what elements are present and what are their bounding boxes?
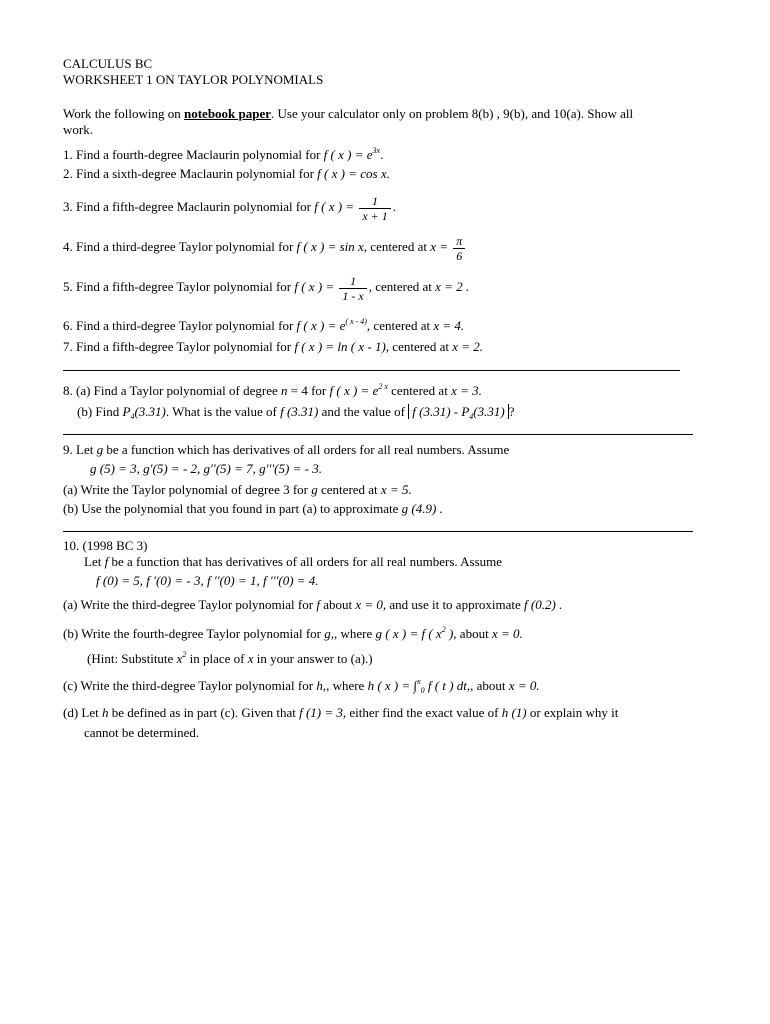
- p10d-text2: be defined as in part (c). Given that: [108, 705, 300, 720]
- problem-10c: [63, 674, 540, 699]
- p10a-text: (a) Write the third-degree Taylor polynomial for: [63, 597, 317, 612]
- p9b-math: g (4.9) .: [401, 501, 443, 516]
- p10b-gdef: g ( x ) = f ( x: [375, 626, 442, 641]
- p7-text: 7. Find a fifth-degree Taylor polynomial for: [63, 339, 295, 354]
- intro-post: . Use your calculator only on problem 8(b) , 9(b), and 10(a). Show all: [271, 106, 634, 121]
- p8a-text2: = 4 for: [287, 383, 330, 398]
- divider-2: [63, 434, 693, 435]
- problem-10d-cont: cannot be determined.: [84, 725, 200, 740]
- p5-math: f ( x ) =: [294, 279, 338, 294]
- problem-9: [63, 442, 509, 458]
- p5-centered: centered at: [375, 279, 436, 294]
- problem-2: [63, 166, 390, 182]
- p8a-center: x = 3.: [451, 383, 482, 398]
- p6-exp: ( x - 4): [345, 317, 367, 326]
- p6-center: x = 4.: [433, 318, 465, 333]
- intro-emph: notebook paper: [184, 106, 272, 121]
- p10b-text: (b) Write the fourth-degree Taylor polynomial for: [63, 626, 325, 641]
- p10-f: f: [104, 554, 109, 569]
- problem-10-intro: [84, 554, 502, 570]
- p8a-math: f ( x ) = e: [329, 383, 379, 398]
- p10c-h: h,: [316, 678, 327, 693]
- p7-math: f ( x ) = ln ( x - 1): [294, 339, 386, 354]
- p3-text: 3. Find a fifth-degree Maclaurin polynomial for: [63, 199, 315, 214]
- p8b-f331: f (3.31): [280, 404, 319, 419]
- p10d-h1: h (1): [501, 705, 527, 720]
- p4-num: π: [453, 234, 465, 249]
- p8b-text2: . What is the value of: [165, 404, 281, 419]
- p8b-text: (b) Find: [77, 404, 123, 419]
- p8b-abs-left: f (3.31) - P: [412, 404, 470, 419]
- problem-8b: [77, 404, 515, 425]
- p8b-abs-right: (3.31): [473, 404, 505, 419]
- problem-10-hint: [87, 647, 373, 667]
- p10c-x0: x = 0.: [508, 678, 540, 693]
- p4-math: f ( x ) = sin x,: [296, 239, 371, 254]
- p10d-text: (d) Let: [63, 705, 102, 720]
- p8b-Psub: 4: [130, 412, 135, 421]
- problem-8a: [63, 379, 482, 399]
- p5-den: 1 - x: [342, 288, 364, 303]
- p10b-x0: x = 0.: [491, 626, 523, 641]
- p5-center: x = 2 .: [435, 279, 470, 294]
- p1-exp: 3x: [372, 146, 381, 155]
- divider-1: [63, 370, 680, 371]
- p8b-q: ?: [508, 404, 515, 419]
- p4-center: x =: [430, 239, 452, 254]
- p10b-about: , about: [453, 626, 492, 641]
- p10b-gdefend: ): [445, 626, 454, 641]
- p3-math: f ( x ) =: [314, 199, 358, 214]
- problem-9a: [63, 482, 412, 498]
- problem-10a: [63, 597, 562, 613]
- problem-9b: [63, 501, 443, 517]
- p6-centered: , centered at: [366, 318, 434, 333]
- hint-text3: in your answer to (a).): [253, 651, 373, 666]
- intro-line: [63, 106, 633, 122]
- p8b-P: P: [122, 404, 131, 419]
- p5-fraction: [339, 274, 366, 303]
- course-title: CALCULUS BC: [63, 56, 153, 71]
- p7-centered: , centered at: [385, 339, 453, 354]
- problem-10d: [63, 705, 618, 721]
- p7-center: x = 2.: [452, 339, 483, 354]
- p10a-x0: x = 0: [355, 597, 383, 612]
- p8b-Parg: (3.31): [134, 404, 166, 419]
- p6-math: f ( x ) = e: [296, 318, 346, 333]
- p9a-text: (a) Write the Taylor polynomial of degree 3 for: [63, 482, 312, 497]
- p10b-exp: 2: [441, 625, 446, 634]
- hint-text2: in place of: [186, 651, 248, 666]
- p9-g: g: [96, 442, 104, 457]
- p10d-h: h: [101, 705, 109, 720]
- p9a-centered: centered at: [321, 482, 381, 497]
- p8a-centered: centered at: [391, 383, 452, 398]
- hint-text: (Hint: Substitute: [87, 651, 177, 666]
- p9-text: 9. Let: [63, 442, 97, 457]
- p3-fraction: [359, 194, 390, 223]
- p9a-center: x = 5.: [380, 482, 412, 497]
- p9-text2: be a function which has derivatives of all orders for all real numbers. Assume: [103, 442, 510, 457]
- p1-text: 1. Find a fourth-degree Maclaurin polynomial for: [63, 147, 324, 162]
- p10c-text: (c) Write the third-degree Taylor polynomial for: [63, 678, 317, 693]
- problem-10-title: 10. (1998 BC 3): [63, 538, 148, 553]
- p10d-text3: either find the exact value of: [346, 705, 502, 720]
- hint-x: x: [247, 651, 254, 666]
- p10c-about: , about: [470, 678, 509, 693]
- p9a-g: g: [311, 482, 318, 497]
- p5-num: 1: [339, 274, 366, 289]
- p10a-approx: , and use it to approximate: [382, 597, 525, 612]
- intro-cont: work.: [63, 122, 93, 137]
- hint-x2: x: [176, 651, 183, 666]
- p10d-text4: or explain why it: [526, 705, 619, 720]
- p10-let: Let: [84, 554, 105, 569]
- p6-text: 6. Find a third-degree Taylor polynomial for: [63, 318, 297, 333]
- p4-den: 6: [456, 248, 463, 263]
- p8a-text: 8. (a) Find a Taylor polynomial of degree: [63, 383, 281, 398]
- p2-text: 2. Find a sixth-degree Maclaurin polynomial for: [63, 166, 318, 181]
- p10b-where: , where: [334, 626, 376, 641]
- p3-den: x + 1: [362, 208, 388, 223]
- problem-10-values: f (0) = 5, f ′(0) = - 3, f ′′(0) = 1, f ′′′(0) = 4.: [96, 573, 319, 588]
- p10a-about: about: [319, 597, 356, 612]
- problem-6: [63, 314, 464, 334]
- p8a-exp: 2 x: [378, 382, 388, 391]
- p10b-g: g,: [324, 626, 335, 641]
- p10d-f1: f (1) = 3,: [299, 705, 347, 720]
- p8b-abs: [408, 404, 508, 419]
- problem-10b: [63, 622, 523, 642]
- problem-1: 1. Find a fourth-degree Maclaurin polynomial for f ( x ) = $e^{3x}$.: [63, 146, 384, 162]
- intro-pre: Work the following on: [63, 106, 184, 121]
- divider-3: [63, 531, 693, 532]
- hint-x2exp: 2: [182, 650, 187, 659]
- p4-text: 4. Find a third-degree Taylor polynomial for: [63, 239, 297, 254]
- p5-text: 5. Find a fifth-degree Taylor polynomial for: [63, 279, 295, 294]
- problem-3: 3. Find a fifth-degree Maclaurin polynomial for f ( x ) = $\frac{1}{x + 1}$ .: [63, 193, 397, 223]
- p8b-text3: and the value of: [318, 404, 409, 419]
- problem-4: [63, 230, 467, 264]
- p10c-hdef: h ( x ) = ∫: [367, 678, 418, 693]
- p8a-n: n: [281, 383, 288, 398]
- p10c-hdefend: f ( t ) dt,: [424, 678, 471, 693]
- problem-5: 5. Find a fifth-degree Taylor polynomial for f ( x ) = $\frac{1}{1 - x}$ , centered at x = 2 .: [63, 273, 470, 303]
- p1-math: f ( x ) = e: [323, 147, 373, 162]
- p10c-sup: x: [417, 677, 421, 686]
- p2-math: f ( x ) = cos x.: [317, 166, 390, 181]
- p10c-sub: 0: [420, 686, 425, 695]
- p4-fraction: [453, 234, 465, 263]
- problem-9-values: g (5) = 3, g′(5) = - 2, g′′(5) = 7, g′′′(5) = - 3.: [90, 461, 322, 476]
- p10-intro-text: be a function that has derivatives of all orders for all real numbers. Assume: [108, 554, 503, 569]
- p4-centered: centered at: [370, 239, 431, 254]
- p8b-abs-sub: 4: [469, 412, 474, 421]
- p10a-f: f: [316, 597, 320, 612]
- p3-num: 1: [359, 194, 390, 209]
- worksheet-title: WORKSHEET 1 ON TAYLOR POLYNOMIALS: [63, 72, 324, 87]
- p9b-text: (b) Use the polynomial that you found in part (a) to approximate: [63, 501, 402, 516]
- p10c-where: , where: [326, 678, 368, 693]
- p10a-f02: f (0.2) .: [524, 597, 563, 612]
- problem-7: [63, 339, 483, 355]
